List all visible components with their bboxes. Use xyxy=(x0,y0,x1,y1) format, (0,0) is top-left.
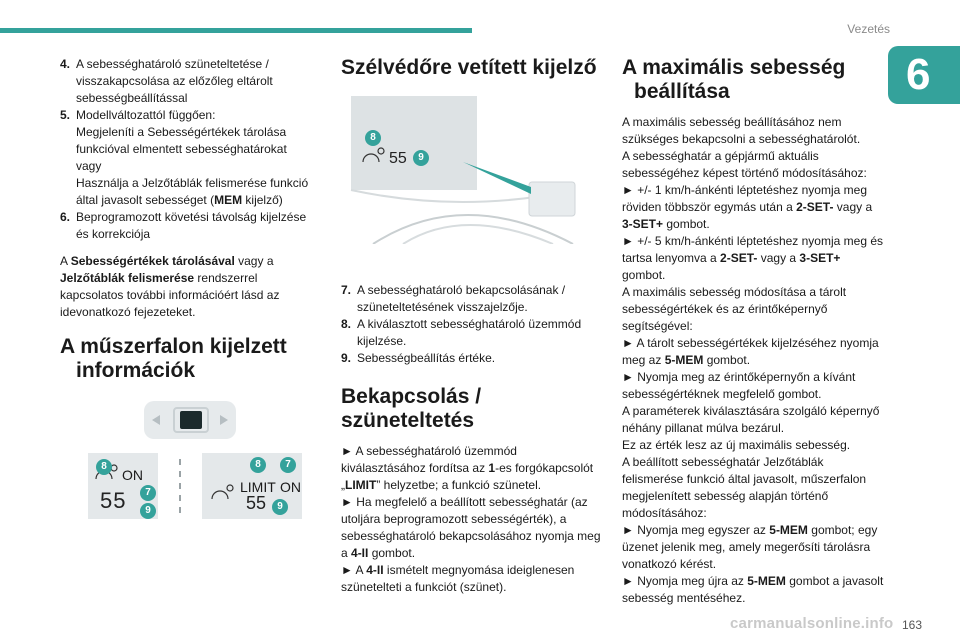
item-text: Sebességbeállítás értéke. xyxy=(357,351,496,365)
paragraph: ► Ha megfelelő a beállított sebességhatár (az utoljára beprogramozott sebességérték), a sebességhatároló bekapcsolásához nyomja meg a 4-II gombot. xyxy=(341,495,601,560)
on-label: ON xyxy=(122,467,143,483)
paragraph: A sebességhatár a gépjármű aktuális sebességéhez képest történő módosításához: xyxy=(622,149,867,180)
callout-9: 9 xyxy=(272,499,288,515)
paragraph: Ez az érték lesz az új maximális sebesség. xyxy=(622,438,851,452)
column-middle xyxy=(341,56,603,596)
paragraph: ► A sebességhatároló üzemmód kiválasztásához fordítsa az 1-es forgókapcsolót „LIMIT” helyzetbe; a funkció szünetel. xyxy=(341,444,594,492)
paragraph: ► +/- 5 km/h-ánkénti léptetéshez nyomja meg és tartsa lenyomva a 2-SET- vagy a 3-SET+ gombot. xyxy=(622,234,883,282)
item-text: Beprogramozott követési távolság kijelzése és korrekciója xyxy=(76,210,307,241)
item-line: kijelző) xyxy=(242,193,283,207)
column-right xyxy=(622,56,884,607)
item-number: 9. xyxy=(341,351,352,365)
paragraph: A maximális sebesség módosítása a tárolt sebességértékek és az érintőképernyő segítségével: xyxy=(622,285,847,333)
watermark: carmanualsonline.info xyxy=(730,615,894,632)
callout-7: 7 xyxy=(140,485,156,501)
body-text xyxy=(622,114,884,607)
chapter-tab: 6 xyxy=(888,46,960,104)
item-number: 6. xyxy=(60,210,71,224)
section-heading: Bekapcsolás / szüneteltetés xyxy=(341,385,482,432)
item-number: 4. xyxy=(60,57,71,71)
section-title: Vezetés xyxy=(847,22,890,36)
speed-value: 55 xyxy=(100,488,127,513)
item-text: A sebességhatároló bekapcsolásának / szüneteltetésének visszajelzője. xyxy=(357,283,566,314)
paragraph: A maximális sebesség beállításához nem szükséges bekapcsolni a sebességhatárolót. xyxy=(622,115,861,146)
header-accent-bar xyxy=(0,28,472,33)
paragraph: ► A 4-II ismételt megnyomása ideiglenesen szünetelteti a funkciót (szünet). xyxy=(341,563,575,594)
instrument-cluster-figure xyxy=(60,397,318,523)
list-item xyxy=(60,56,318,107)
item-number: 7. xyxy=(341,283,352,297)
item-line: Használja a Jelzőtáblák felismerése funkció által javasolt sebességet ( xyxy=(76,176,309,207)
paragraph: A beállított sebességhatár Jelzőtáblák felismerése funkció által javasolt, műszerfalon megjelenített sebesség alapján történő módosításához: xyxy=(622,455,867,520)
info-paragraph: A Sebességértékek tárolásával vagy a Jelzőtáblák felismerése rendszerrel kapcsolatos további információért lásd az idevonatkozó fejezeteket. xyxy=(60,254,280,319)
callout-8: 8 xyxy=(365,130,381,146)
legend-list xyxy=(341,282,603,367)
section-heading: Szélvédőre vetített kijelző xyxy=(341,56,597,79)
callout-8: 8 xyxy=(250,457,266,473)
on-label: ON xyxy=(280,479,301,495)
item-text: A sebességhatároló szüneteltetése / visszakapcsolása az előzőleg eltárolt sebességbeállítással xyxy=(76,57,273,105)
callout-9: 9 xyxy=(413,150,429,166)
callout-9: 9 xyxy=(140,503,156,519)
item-text xyxy=(76,107,318,209)
section-heading: A maximális sebesség beállítása xyxy=(622,56,846,103)
item-line: Modellváltozattól függően: xyxy=(76,108,216,122)
paragraph: ► Nyomja meg az érintőképernyőn a kívánt sebességértéknek megfelelő gombot. xyxy=(622,370,856,401)
item-line: vagy xyxy=(76,159,102,173)
callout-7: 7 xyxy=(280,457,296,473)
section-heading: A műszerfalon kijelzett információk xyxy=(60,335,287,382)
column-left xyxy=(60,56,318,523)
list-item xyxy=(341,350,603,367)
speed-value: 55 xyxy=(389,150,407,167)
page-number: 163 xyxy=(901,618,922,632)
item-text: A kiválasztott sebességhatároló üzemmód kijelzése. xyxy=(357,317,582,348)
item-number: 5. xyxy=(60,108,71,122)
paragraph: ► A tárolt sebességértékek kijelzéséhez nyomja meg az 5-MEM gombot. xyxy=(622,336,879,367)
paragraph: A paraméterek kiválasztására szolgáló képernyő néhány pillanat múlva bezárul. xyxy=(622,404,880,435)
head-up-display-figure xyxy=(343,94,583,244)
mem-label: MEM xyxy=(214,193,243,207)
speed-value: 55 xyxy=(246,493,267,513)
item-line: Megjeleníti a Sebességértékek tárolása funkcióval elmentett sebességhatárokat xyxy=(76,125,287,156)
hud-illustration xyxy=(343,94,583,244)
list-item xyxy=(341,282,603,316)
list-item xyxy=(341,316,603,350)
list-item xyxy=(60,107,318,209)
list-item xyxy=(60,209,318,243)
paragraph: ► Nyomja meg egyszer az 5-MEM gombot; egy üzenet jelenik meg, amely megerősíti tárolásra vonatkozó kérést. xyxy=(622,523,878,571)
limit-label: LIMIT xyxy=(240,479,276,495)
paragraph: ► +/- 1 km/h-ánkénti léptetéshez nyomja meg röviden többször egymás után a 2-SET- vagy a 3-SET+ gombot. xyxy=(622,183,873,231)
item-number: 8. xyxy=(341,317,352,331)
paragraph: ► Nyomja meg újra az 5-MEM gombot a javasolt sebesség mentéséhez. xyxy=(622,574,884,605)
callout-8: 8 xyxy=(96,459,112,475)
